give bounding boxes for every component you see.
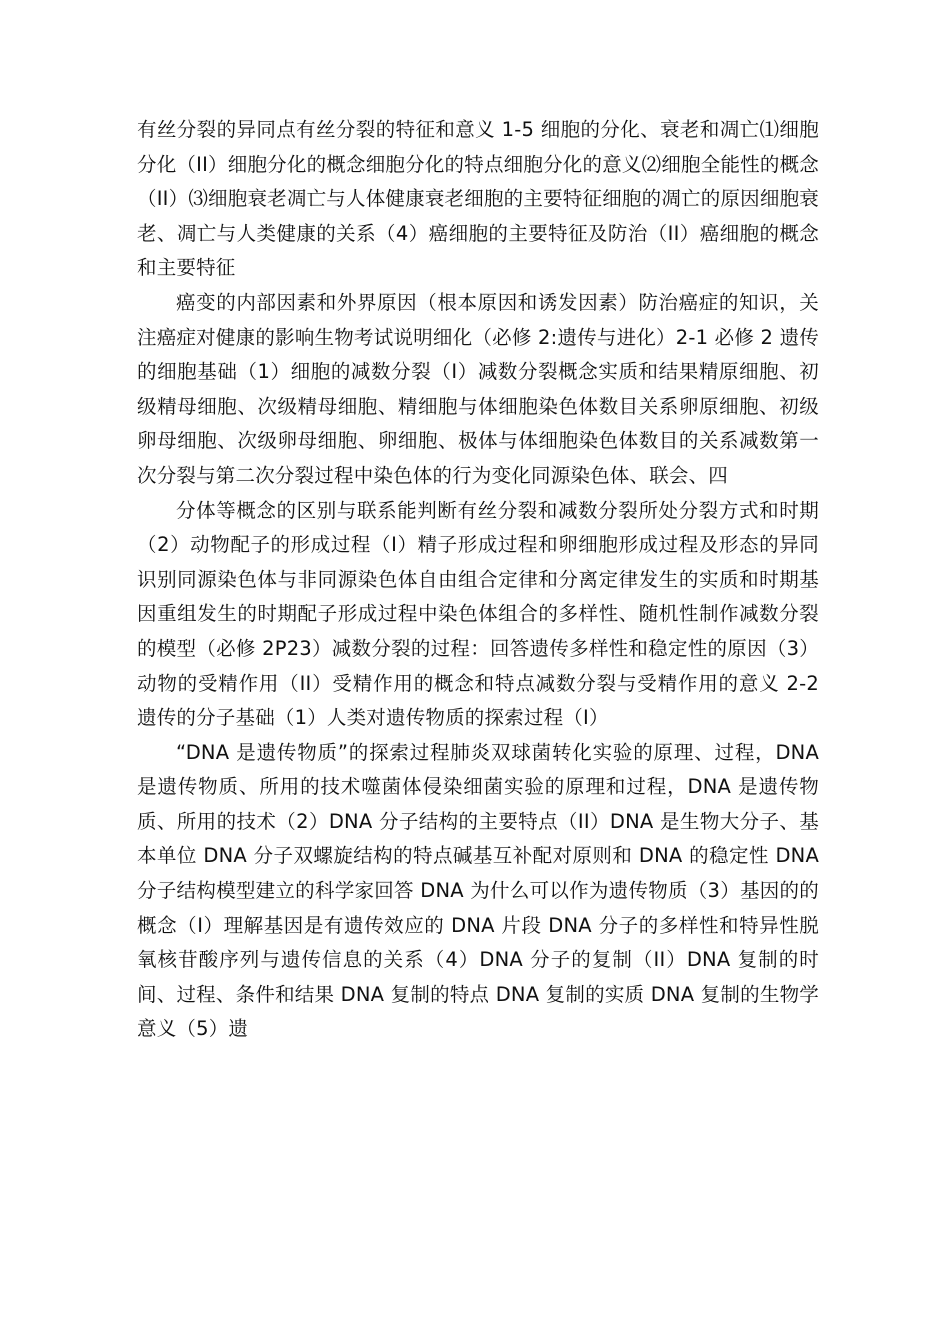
paragraph-4: “DNA 是遗传物质”的探索过程肺炎双球菌转化实验的原理、过程，DNA 是遗传物质、所用的技术噬菌体侵染细菌实验的原理和过程，DNA 是遗传物质、所用的技术（2）DNA 分子结构的主要特点（II）DNA 是生物大分子、基本单位 DNA 分子双螺旋结构的特点碱基互补配对原则和 DNA 的稳定性 DNA 分子结构模型建立的科学家回答 DNA 为什么可以作为遗传物质（3）基因的的概念（I）理解基因是有遗传效应的 DNA 片段 DNA 分子的多样性和特异性脱氧核苷酸序列与遗传信息的关系（4）DNA 分子的复制（II）DNA 复制的时间、过程、条件和结果 DNA 复制的特点 DNA 复制的实质 DNA 复制的生物学意义（5）遗 xyxy=(137,740,819,1041)
paragraph-3: 分体等概念的区别与联系能判断有丝分裂和减数分裂所处分裂方式和时期（2）动物配子的形成过程（I）精子形成过程和卵细胞形成过程及形态的异同识别同源染色体与非同源染色体自由组合定律和分离定律发生的实质和时期基因重组发生的时期配子形成过程中染色体组合的多样性、随机性制作减数分裂的模型（必修 2P23）减数分裂的过程：回答遗传多样性和稳定性的原因（3）动物的受精作用（II）受精作用的概念和特点减数分裂与受精作用的意义 2-2 遗传的分子基础（1）人类对遗传物质的探索过程（I） xyxy=(137,498,819,730)
document-body xyxy=(137,113,819,1047)
paragraph-2: 癌变的内部因素和外界原因（根本原因和诱发因素）防治癌症的知识，关注癌症对健康的影响生物考试说明细化（必修 2:遗传与进化）2-1 必修 2 遗传的细胞基础（1）细胞的减数分裂（I）减数分裂概念实质和结果精原细胞、初级精母细胞、次级精母细胞、精细胞与体细胞染色体数目关系卵原细胞、初级卵母细胞、次级卵母细胞、卵细胞、极体与体细胞染色体数目的关系减数第一次分裂与第二次分裂过程中染色体的行为变化同源染色体、联会、四 xyxy=(137,290,819,487)
paragraph-1: 有丝分裂的异同点有丝分裂的特征和意义 1-5 细胞的分化、衰老和凋亡⑴细胞分化（II）细胞分化的概念细胞分化的特点细胞分化的意义⑵细胞全能性的概念（II）⑶细胞衰老凋亡与人体健康衰老细胞的主要特征细胞的凋亡的原因细胞衰老、凋亡与人类健康的关系（4）癌细胞的主要特征及防治（II）癌细胞的概念和主要特征 xyxy=(137,118,819,280)
